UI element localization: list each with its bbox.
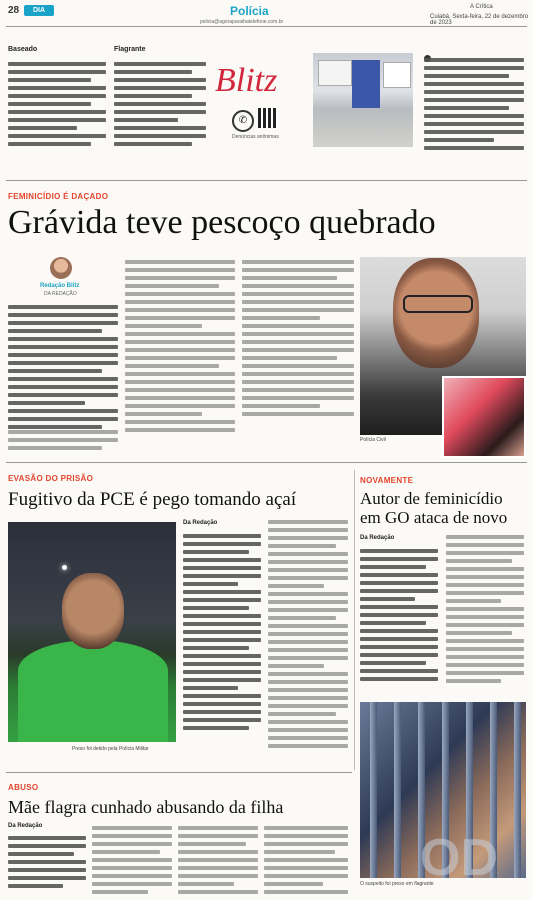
author-name: Redação Blitz <box>40 283 80 289</box>
suspect-face <box>393 258 479 368</box>
mae-text-col1 <box>8 836 86 892</box>
header-rule <box>6 26 527 27</box>
police-sign-left <box>318 60 352 86</box>
whatsapp-icon: ✆ <box>232 110 254 132</box>
police-door <box>352 60 380 108</box>
section-title: Polícia <box>230 4 269 18</box>
page-number: 28 <box>8 5 20 16</box>
section-rule <box>6 180 527 181</box>
main-text-col3 <box>242 260 354 420</box>
autor-text-col2 <box>446 535 524 687</box>
mae-byline: Da Redação <box>8 823 43 829</box>
column-separator <box>354 470 355 770</box>
main-photo-caption: Polícia Civil <box>360 437 386 443</box>
fugitivo-kicker: EVASÃO DO PRISÃO <box>8 474 94 483</box>
brief-text-right <box>114 62 206 150</box>
mae-headline: Mãe flagra cunhado abusando da filha <box>8 797 284 817</box>
autor-byline: Da Redação <box>360 535 395 541</box>
fugitivo-byline: Da Redação <box>183 520 218 526</box>
author-avatar <box>50 257 72 279</box>
blitz-caption: Denúncias anônimas <box>232 134 279 140</box>
dateline: Cuiabá, Sexta-feira, 22 de dezembro de 2023 <box>430 14 529 26</box>
section-badge: DIA <box>24 5 54 16</box>
fugitivo-headline: Fugitivo da PCE é pego tomando açaí <box>8 489 297 510</box>
fugitive-face <box>62 573 124 649</box>
fugitivo-text-col2 <box>268 520 348 752</box>
victim-inset-photo <box>442 376 526 458</box>
main-headline: Grávida teve pescoço quebrado <box>8 204 436 241</box>
police-sign-right <box>383 62 411 88</box>
newspaper-name: A Crítica <box>470 4 493 10</box>
autor-kicker: NOVAMENTE <box>360 476 414 485</box>
brief-text-left <box>8 62 106 150</box>
mae-text-col2 <box>92 826 172 898</box>
autor-headline-1: Autor de feminicídio <box>360 489 503 508</box>
author-role: DA REDAÇÃO <box>44 291 77 297</box>
autor-text-col1 <box>360 549 438 685</box>
watermark-logo: OD <box>420 829 498 887</box>
brief-title-right: Flagrante <box>114 46 146 53</box>
brief-text-photo <box>424 58 524 154</box>
fugitive-shirt <box>18 640 168 742</box>
main-text-col2 <box>125 260 235 436</box>
mae-photo-caption: O suspeito foi preso em flagrante <box>360 881 434 887</box>
autor-headline-2: em GO ataca de novo <box>360 508 508 527</box>
main-text-col1-end <box>8 430 118 454</box>
qr-code-icon <box>258 108 278 128</box>
brief-title-left: Baseado <box>8 46 38 53</box>
mae-text-col4 <box>264 826 348 898</box>
fugitivo-text-col1 <box>183 534 261 734</box>
mae-text-col3 <box>178 826 258 898</box>
section-rule-3 <box>6 772 352 773</box>
fugitivo-photo-caption: Preso foi detido pela Polícia Militar <box>72 746 149 752</box>
mae-kicker: ABUSO <box>8 783 39 792</box>
street-light <box>62 565 67 570</box>
blitz-logo: Blitz <box>215 62 278 99</box>
main-lead-text <box>8 305 118 433</box>
section-rule-2 <box>6 462 527 463</box>
main-kicker: FEMINICÍDIO É DAÇADO <box>8 192 109 201</box>
section-email: policia@agoraparaibatelefone.com.br <box>200 19 284 25</box>
suspect-glasses <box>403 295 473 313</box>
